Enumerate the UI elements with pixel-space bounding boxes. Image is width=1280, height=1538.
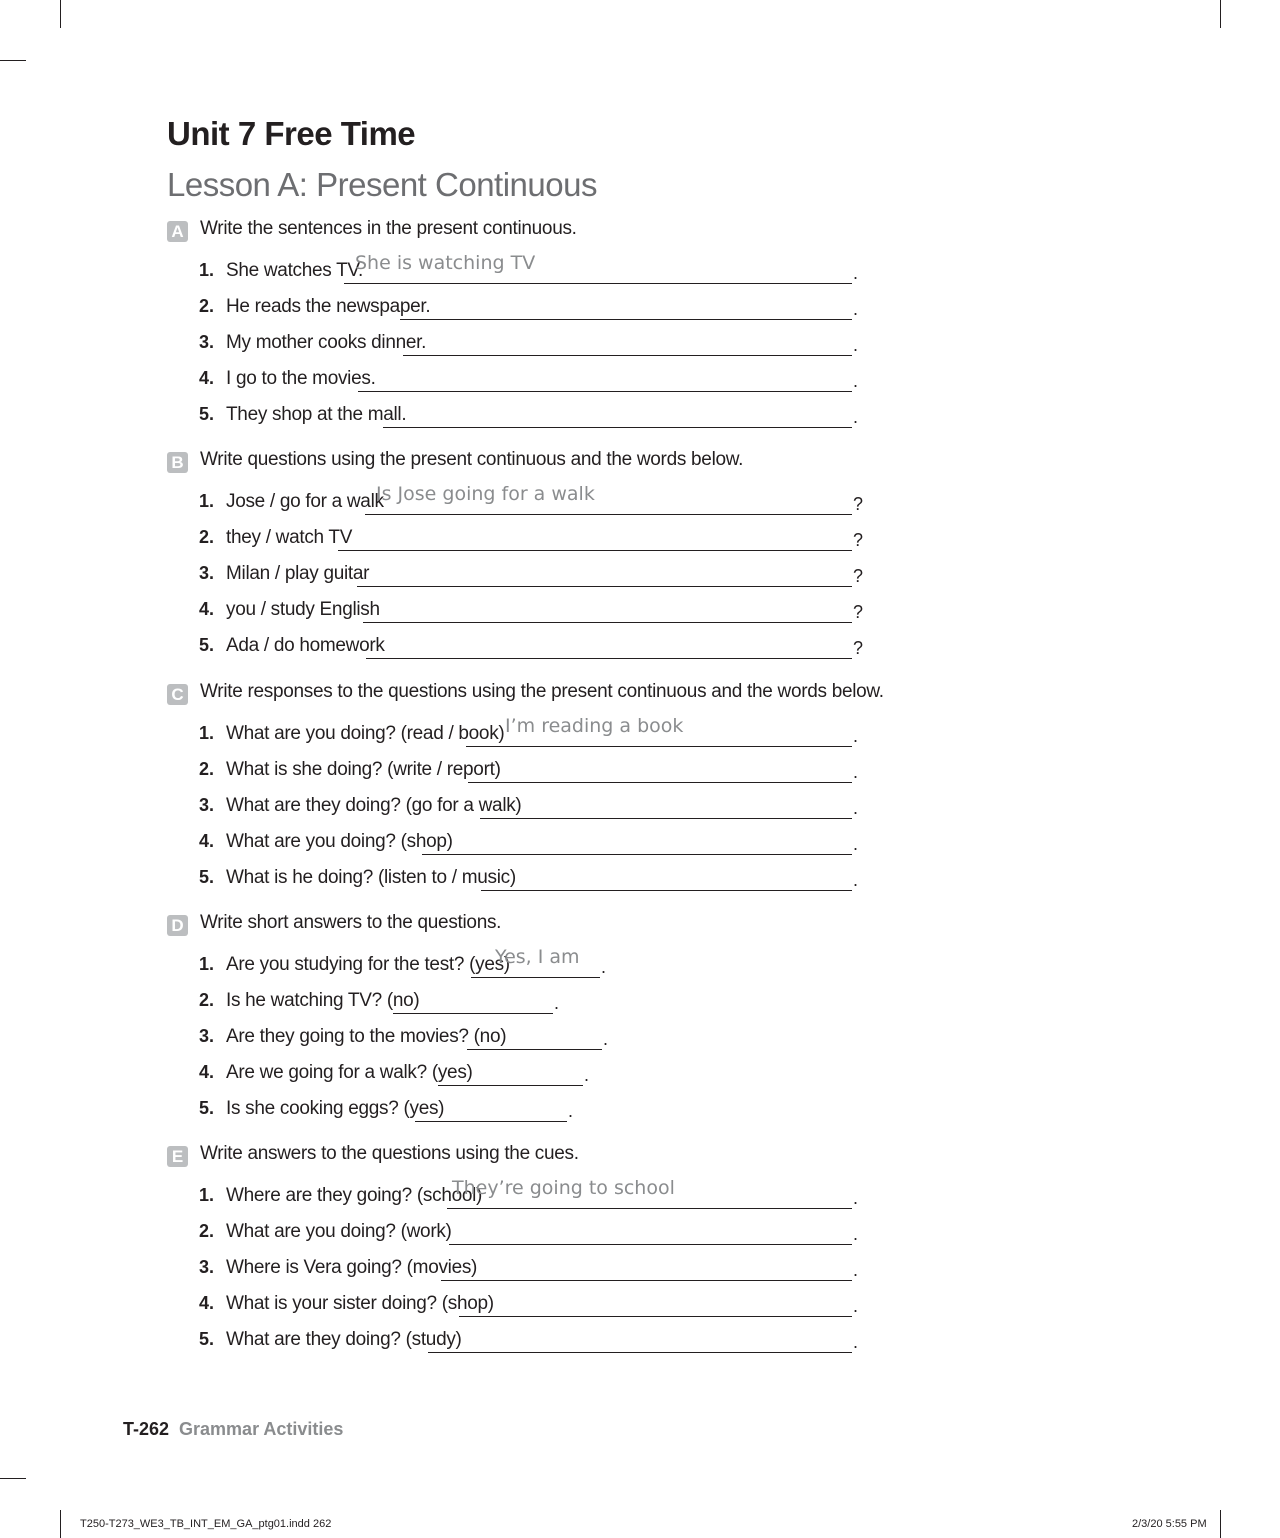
end-punctuation: . <box>853 1224 859 1244</box>
end-punctuation: . <box>853 263 859 283</box>
answer-blank[interactable] <box>480 818 852 819</box>
exercise-item <box>167 859 867 895</box>
handwritten-answer: I’m reading a book <box>505 715 684 737</box>
answer-blank[interactable] <box>428 1352 852 1353</box>
crop-mark <box>1220 1510 1221 1538</box>
item-number: 2. <box>199 527 215 547</box>
handwritten-answer: Yes, I am <box>495 946 580 968</box>
item-number: 5. <box>199 867 215 887</box>
answer-blank[interactable] <box>467 1049 602 1050</box>
section-instruction: Write answers to the questions using the cues. <box>200 1143 579 1164</box>
answer-blank[interactable] <box>471 977 600 978</box>
end-punctuation: . <box>853 726 859 746</box>
exercise-item <box>167 1285 867 1321</box>
item-number: 3. <box>199 563 215 583</box>
date-slug: 2/3/20 5:55 PM <box>1132 1518 1207 1530</box>
lesson-title: Lesson A: Present Continuous <box>167 166 597 203</box>
section-letter-badge: D <box>167 915 188 936</box>
section-b <box>167 447 867 663</box>
item-number: 2. <box>199 296 215 316</box>
exercise-item <box>167 1090 867 1126</box>
item-prompt: What are you doing? (shop) <box>226 831 453 852</box>
end-punctuation: . <box>853 335 859 355</box>
item-number: 5. <box>199 404 215 424</box>
end-punctuation: . <box>853 1188 859 1208</box>
answer-blank[interactable] <box>344 283 852 284</box>
end-punctuation: . <box>603 1029 609 1049</box>
end-punctuation: . <box>853 1296 859 1316</box>
item-prompt: They shop at the mall. <box>226 404 407 425</box>
end-punctuation: . <box>584 1065 590 1085</box>
item-number: 1. <box>199 491 215 511</box>
end-punctuation: . <box>853 407 859 427</box>
end-punctuation: . <box>554 993 560 1013</box>
end-punctuation: ? <box>853 530 864 550</box>
exercise-item <box>167 555 867 591</box>
section-a <box>167 216 867 432</box>
answer-blank[interactable] <box>459 1316 852 1317</box>
answer-blank[interactable] <box>383 427 852 428</box>
answer-blank[interactable] <box>447 1208 852 1209</box>
section-header <box>167 1141 867 1177</box>
item-prompt: Are you studying for the test? (yes) <box>226 954 510 975</box>
exercise-item <box>167 1213 867 1249</box>
section-instruction: Write the sentences in the present continuous. <box>200 218 577 239</box>
item-number: 5. <box>199 1098 215 1118</box>
section-letter-badge: A <box>167 221 188 242</box>
item-prompt: Where are they going? (school) <box>226 1185 483 1206</box>
unit-title: Unit 7 Free Time <box>167 115 416 152</box>
end-punctuation: . <box>853 1260 859 1280</box>
item-prompt: Is she cooking eggs? (yes) <box>226 1098 445 1119</box>
item-number: 1. <box>199 260 215 280</box>
item-prompt: Is he watching TV? (no) <box>226 990 420 1011</box>
answer-blank[interactable] <box>358 391 852 392</box>
exercise-item <box>167 396 867 432</box>
answer-blank[interactable] <box>449 1244 852 1245</box>
item-number: 5. <box>199 1329 215 1349</box>
exercise-item <box>167 751 867 787</box>
answer-blank[interactable] <box>393 1013 553 1014</box>
crop-mark <box>0 60 26 61</box>
exercise-item <box>167 324 867 360</box>
crop-mark <box>1220 0 1221 28</box>
section-letter-badge: E <box>167 1146 188 1167</box>
item-prompt: I go to the movies. <box>226 368 376 389</box>
section-header <box>167 679 884 715</box>
answer-blank[interactable] <box>338 550 852 551</box>
exercise-item <box>167 360 867 396</box>
item-prompt: He reads the newspaper. <box>226 296 431 317</box>
exercise-item <box>167 787 867 823</box>
exercise-item <box>167 252 867 288</box>
item-prompt: What are you doing? (work) <box>226 1221 452 1242</box>
section-letter-badge: B <box>167 452 188 473</box>
exercise-item <box>167 823 867 859</box>
exercise-item <box>167 288 867 324</box>
end-punctuation: . <box>853 870 859 890</box>
answer-blank[interactable] <box>415 1121 567 1122</box>
exercise-item <box>167 1018 867 1054</box>
crop-mark <box>60 1510 61 1538</box>
item-number: 1. <box>199 723 215 743</box>
item-number: 2. <box>199 1221 215 1241</box>
section-instruction: Write short answers to the questions. <box>200 912 502 933</box>
answer-blank[interactable] <box>466 746 852 747</box>
section-letter-badge: C <box>167 684 188 705</box>
exercise-item <box>167 1177 867 1213</box>
end-punctuation: . <box>853 1332 859 1352</box>
end-punctuation: . <box>853 299 859 319</box>
item-prompt: My mother cooks dinner. <box>226 332 427 353</box>
exercise-item <box>167 946 867 982</box>
item-prompt: Jose / go for a walk <box>226 491 384 512</box>
item-number: 2. <box>199 759 215 779</box>
exercise-item <box>167 483 867 519</box>
end-punctuation: . <box>568 1101 574 1121</box>
section-instruction: Write questions using the present continuous and the words below. <box>200 449 744 470</box>
item-number: 1. <box>199 954 215 974</box>
crop-mark <box>0 1478 26 1479</box>
section-d <box>167 910 867 1126</box>
section-header <box>167 447 867 483</box>
item-number: 2. <box>199 990 215 1010</box>
footer-label: Grammar Activities <box>179 1419 344 1439</box>
item-prompt: What is he doing? (listen to / music) <box>226 867 516 888</box>
answer-blank[interactable] <box>357 586 852 587</box>
answer-blank[interactable] <box>441 1280 852 1281</box>
answer-blank[interactable] <box>366 658 852 659</box>
section-c <box>167 679 884 895</box>
answer-blank[interactable] <box>438 1085 583 1086</box>
exercise-item <box>167 982 867 1018</box>
item-number: 4. <box>199 831 215 851</box>
section-header <box>167 910 867 946</box>
item-number: 1. <box>199 1185 215 1205</box>
exercise-item <box>167 1054 867 1090</box>
item-prompt: She watches TV. <box>226 260 364 281</box>
item-prompt: Are they going to the movies? (no) <box>226 1026 507 1047</box>
exercise-item <box>167 627 867 663</box>
exercise-item <box>167 591 867 627</box>
item-prompt: What is she doing? (write / report) <box>226 759 501 780</box>
crop-mark <box>60 0 61 28</box>
section-e <box>167 1141 867 1357</box>
answer-blank[interactable] <box>403 355 852 356</box>
item-number: 3. <box>199 1026 215 1046</box>
exercise-item <box>167 519 867 555</box>
item-prompt: Milan / play guitar <box>226 563 370 584</box>
answer-blank[interactable] <box>400 319 852 320</box>
item-number: 5. <box>199 635 215 655</box>
item-number: 3. <box>199 332 215 352</box>
end-punctuation: ? <box>853 638 864 658</box>
end-punctuation: . <box>853 371 859 391</box>
section-instruction: Write responses to the questions using the present continuous and the words below. <box>200 681 884 702</box>
page-footer <box>123 1419 343 1440</box>
handwritten-answer: They’re going to school <box>452 1177 675 1199</box>
item-number: 4. <box>199 1062 215 1082</box>
end-punctuation: ? <box>853 566 864 586</box>
exercise-item <box>167 715 867 751</box>
answer-blank[interactable] <box>422 854 852 855</box>
item-number: 4. <box>199 368 215 388</box>
exercise-item <box>167 1321 867 1357</box>
item-prompt: What is your sister doing? (shop) <box>226 1293 494 1314</box>
item-prompt: What are they doing? (study) <box>226 1329 462 1350</box>
item-prompt: What are you doing? (read / book) <box>226 723 505 744</box>
item-prompt: Where is Vera going? (movies) <box>226 1257 478 1278</box>
section-header <box>167 216 867 252</box>
item-prompt: Ada / do homework <box>226 635 385 656</box>
handwritten-answer: Is Jose going for a walk <box>376 483 595 505</box>
end-punctuation: . <box>853 762 859 782</box>
end-punctuation: . <box>853 798 859 818</box>
answer-blank[interactable] <box>481 890 852 891</box>
answer-blank[interactable] <box>468 782 852 783</box>
item-number: 3. <box>199 1257 215 1277</box>
page-number: T-262 <box>123 1419 170 1439</box>
item-prompt: What are they doing? (go for a walk) <box>226 795 522 816</box>
file-slug: T250-T273_WE3_TB_INT_EM_GA_ptg01.indd 262 <box>80 1518 332 1530</box>
end-punctuation: . <box>853 834 859 854</box>
item-number: 3. <box>199 795 215 815</box>
item-number: 4. <box>199 599 215 619</box>
answer-blank[interactable] <box>363 622 852 623</box>
handwritten-answer: She is watching TV <box>355 252 536 274</box>
item-prompt: Are we going for a walk? (yes) <box>226 1062 473 1083</box>
end-punctuation: ? <box>853 494 864 514</box>
item-number: 4. <box>199 1293 215 1313</box>
item-prompt: you / study English <box>226 599 380 620</box>
answer-blank[interactable] <box>365 514 852 515</box>
exercise-item <box>167 1249 867 1285</box>
end-punctuation: ? <box>853 602 864 622</box>
end-punctuation: . <box>601 957 607 977</box>
item-prompt: they / watch TV <box>226 527 353 548</box>
